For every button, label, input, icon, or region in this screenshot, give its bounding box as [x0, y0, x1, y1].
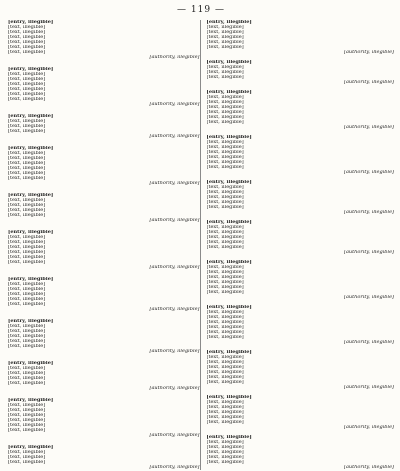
notice-entry — [207, 60, 395, 85]
notice-entry — [207, 350, 395, 390]
notice-text-line: [text, illegible] — [206, 240, 244, 245]
notice-text-line: [text, illegible] — [8, 97, 46, 102]
notice-text-line: [text, illegible] — [206, 75, 244, 80]
notice-heading: [entry, illegible] — [8, 20, 54, 25]
notice-column-left — [8, 20, 201, 470]
notice-authority: [authority, illegible] — [344, 210, 394, 215]
notice-text-line: [text, illegible] — [206, 190, 244, 195]
notice-text-line: [text, illegible] — [8, 171, 46, 176]
notice-text-line: [text, illegible] — [8, 25, 46, 30]
notice-heading: [entry, illegible] — [206, 135, 252, 140]
notice-entry — [8, 146, 200, 186]
notice-entry — [207, 180, 395, 215]
notice-text-line: [text, illegible] — [8, 87, 46, 92]
notice-authority: [authority, illegible] — [344, 295, 394, 300]
notice-entry — [8, 114, 200, 139]
notice-heading: [entry, illegible] — [8, 67, 54, 72]
notice-text-line: [text, illegible] — [206, 410, 244, 415]
notice-text-line: [text, illegible] — [206, 275, 244, 280]
notice-heading: [entry, illegible] — [8, 193, 54, 198]
notice-text-line: [text, illegible] — [206, 160, 244, 165]
notice-entry — [207, 20, 395, 55]
notice-text-line: [text, illegible] — [8, 344, 46, 349]
notice-text-line: [text, illegible] — [8, 151, 46, 156]
notice-text-line: [text, illegible] — [206, 455, 244, 460]
notice-authority: [authority, illegible] — [149, 386, 200, 391]
notice-columns — [8, 20, 394, 470]
notice-authority: [authority, illegible] — [149, 218, 200, 223]
notice-text-line: [text, illegible] — [206, 375, 244, 380]
notice-text-line: [text, illegible] — [206, 25, 244, 30]
notice-text-line: [text, illegible] — [8, 413, 46, 418]
notice-text-line: [text, illegible] — [206, 65, 244, 70]
notice-entry — [207, 435, 395, 470]
notice-text-line: [text, illegible] — [8, 208, 46, 213]
notice-text-line: [text, illegible] — [206, 370, 244, 375]
notice-authority: [authority, illegible] — [149, 433, 200, 438]
notice-text-line: [text, illegible] — [206, 400, 244, 405]
notice-text-line: [text, illegible] — [206, 365, 244, 370]
notice-text-line: [text, illegible] — [8, 176, 46, 181]
notice-text-line: [text, illegible] — [8, 124, 46, 129]
notice-heading: [entry, illegible] — [8, 114, 54, 119]
notice-text-line: [text, illegible] — [206, 310, 244, 315]
notice-entry — [8, 398, 200, 438]
notice-text-line: [text, illegible] — [206, 140, 244, 145]
notice-entry — [8, 20, 200, 60]
notice-text-line: [text, illegible] — [8, 423, 46, 428]
notice-authority: [authority, illegible] — [149, 349, 200, 354]
notice-text-line: [text, illegible] — [206, 185, 244, 190]
notice-authority: [authority, illegible] — [149, 307, 200, 312]
notice-text-line: [text, illegible] — [206, 70, 244, 75]
notice-text-line: [text, illegible] — [206, 460, 244, 465]
notice-authority: [authority, illegible] — [149, 265, 200, 270]
notice-text-line: [text, illegible] — [8, 161, 46, 166]
notice-heading: [entry, illegible] — [206, 90, 252, 95]
notice-heading: [entry, illegible] — [206, 395, 252, 400]
notice-text-line: [text, illegible] — [206, 30, 244, 35]
notice-authority: [authority, illegible] — [344, 80, 394, 85]
notice-text-line: [text, illegible] — [8, 198, 46, 203]
notice-entry — [207, 220, 395, 255]
notice-text-line: [text, illegible] — [206, 315, 244, 320]
notice-heading: [entry, illegible] — [206, 60, 252, 65]
notice-text-line: [text, illegible] — [206, 330, 244, 335]
notice-text-line: [text, illegible] — [206, 155, 244, 160]
notice-text-line: [text, illegible] — [8, 40, 46, 45]
notice-text-line: [text, illegible] — [8, 77, 46, 82]
notice-text-line: [text, illegible] — [206, 45, 244, 50]
notice-text-line: [text, illegible] — [8, 403, 46, 408]
notice-text-line: [text, illegible] — [8, 366, 46, 371]
notice-text-line: [text, illegible] — [206, 270, 244, 275]
notice-text-line: [text, illegible] — [206, 405, 244, 410]
notice-entry — [207, 260, 395, 300]
notice-text-line: [text, illegible] — [8, 166, 46, 171]
notice-text-line: [text, illegible] — [8, 72, 46, 77]
notice-text-line: [text, illegible] — [8, 287, 46, 292]
notice-text-line: [text, illegible] — [206, 360, 244, 365]
notice-text-line: [text, illegible] — [206, 325, 244, 330]
notice-text-line: [text, illegible] — [8, 245, 46, 250]
notice-heading: [entry, illegible] — [206, 220, 252, 225]
notice-text-line: [text, illegible] — [8, 119, 46, 124]
notice-text-line: [text, illegible] — [206, 420, 244, 425]
notice-text-line: [text, illegible] — [8, 255, 46, 260]
notice-text-line: [text, illegible] — [206, 40, 244, 45]
notice-entry — [207, 305, 395, 345]
notice-text-line: [text, illegible] — [206, 200, 244, 205]
notice-heading: [entry, illegible] — [8, 277, 54, 282]
notice-text-line: [text, illegible] — [206, 165, 244, 170]
notice-heading: [entry, illegible] — [206, 305, 252, 310]
notice-text-line: [text, illegible] — [206, 450, 244, 455]
notice-entry — [207, 135, 395, 175]
notice-text-line: [text, illegible] — [8, 428, 46, 433]
notice-authority: [authority, illegible] — [149, 465, 200, 470]
notice-text-line: [text, illegible] — [206, 335, 244, 340]
notice-text-line: [text, illegible] — [8, 45, 46, 50]
notice-text-line: [text, illegible] — [8, 82, 46, 87]
notice-text-line: [text, illegible] — [8, 30, 46, 35]
notice-text-line: [text, illegible] — [206, 380, 244, 385]
notice-column-right — [207, 20, 395, 470]
notice-text-line: [text, illegible] — [8, 418, 46, 423]
notice-text-line: [text, illegible] — [8, 50, 46, 55]
notice-text-line: [text, illegible] — [8, 156, 46, 161]
notice-text-line: [text, illegible] — [206, 150, 244, 155]
notice-heading: [entry, illegible] — [206, 350, 252, 355]
notice-text-line: [text, illegible] — [206, 120, 244, 125]
notice-entry — [8, 67, 200, 107]
notice-authority: [authority, illegible] — [344, 340, 394, 345]
notice-authority: [authority, illegible] — [149, 181, 200, 186]
notice-heading: [entry, illegible] — [8, 319, 54, 324]
notice-text-line: [text, illegible] — [8, 203, 46, 208]
notice-text-line: [text, illegible] — [206, 230, 244, 235]
notice-heading: [entry, illegible] — [206, 260, 252, 265]
notice-text-line: [text, illegible] — [206, 320, 244, 325]
notice-text-line: [text, illegible] — [206, 35, 244, 40]
notice-text-line: [text, illegible] — [206, 280, 244, 285]
notice-authority: [authority, illegible] — [344, 250, 394, 255]
notice-heading: [entry, illegible] — [206, 180, 252, 185]
notice-text-line: [text, illegible] — [8, 292, 46, 297]
notice-entry — [8, 193, 200, 223]
notice-text-line: [text, illegible] — [8, 297, 46, 302]
notice-text-line: [text, illegible] — [8, 381, 46, 386]
notice-text-line: [text, illegible] — [206, 290, 244, 295]
notice-text-line: [text, illegible] — [8, 460, 46, 465]
notice-text-line: [text, illegible] — [8, 302, 46, 307]
notice-entry — [207, 395, 395, 430]
notice-text-line: [text, illegible] — [8, 408, 46, 413]
page-number: — 119 — — [177, 5, 225, 15]
notice-text-line: [text, illegible] — [8, 35, 46, 40]
notice-text-line: [text, illegible] — [8, 213, 46, 218]
notice-text-line: [text, illegible] — [206, 225, 244, 230]
notice-authority: [authority, illegible] — [344, 170, 394, 175]
notice-text-line: [text, illegible] — [206, 440, 244, 445]
notice-text-line: [text, illegible] — [206, 110, 244, 115]
notice-authority: [authority, illegible] — [149, 55, 200, 60]
notice-authority: [authority, illegible] — [344, 385, 394, 390]
notice-text-line: [text, illegible] — [206, 445, 244, 450]
notice-entry — [8, 230, 200, 270]
notice-authority: [authority, illegible] — [344, 50, 394, 55]
notice-heading: [entry, illegible] — [206, 20, 252, 25]
notice-heading: [entry, illegible] — [8, 445, 54, 450]
notice-text-line: [text, illegible] — [206, 145, 244, 150]
notice-heading: [entry, illegible] — [8, 146, 54, 151]
notice-entry — [8, 445, 200, 470]
notice-text-line: [text, illegible] — [206, 245, 244, 250]
notice-text-line: [text, illegible] — [206, 285, 244, 290]
notice-text-line: [text, illegible] — [206, 235, 244, 240]
notice-entry — [8, 277, 200, 312]
notice-text-line: [text, illegible] — [206, 115, 244, 120]
notice-authority: [authority, illegible] — [344, 125, 394, 130]
notice-authority: [authority, illegible] — [344, 465, 394, 470]
notice-text-line: [text, illegible] — [8, 334, 46, 339]
notice-entry — [207, 90, 395, 130]
notice-authority: [authority, illegible] — [149, 102, 200, 107]
notice-text-line: [text, illegible] — [8, 329, 46, 334]
notice-text-line: [text, illegible] — [8, 450, 46, 455]
notice-text-line: [text, illegible] — [206, 105, 244, 110]
notice-text-line: [text, illegible] — [8, 282, 46, 287]
notice-text-line: [text, illegible] — [206, 95, 244, 100]
notice-text-line: [text, illegible] — [8, 339, 46, 344]
notice-text-line: [text, illegible] — [8, 240, 46, 245]
notice-text-line: [text, illegible] — [8, 92, 46, 97]
notice-text-line: [text, illegible] — [8, 235, 46, 240]
notice-heading: [entry, illegible] — [8, 398, 54, 403]
notice-authority: [authority, illegible] — [344, 425, 394, 430]
notice-text-line: [text, illegible] — [8, 129, 46, 134]
notice-text-line: [text, illegible] — [8, 455, 46, 460]
notice-authority: [authority, illegible] — [149, 134, 200, 139]
notice-text-line: [text, illegible] — [206, 100, 244, 105]
notice-heading: [entry, illegible] — [8, 230, 54, 235]
notice-heading: [entry, illegible] — [8, 361, 54, 366]
notice-text-line: [text, illegible] — [8, 250, 46, 255]
notice-text-line: [text, illegible] — [8, 260, 46, 265]
notice-text-line: [text, illegible] — [8, 324, 46, 329]
notice-text-line: [text, illegible] — [206, 415, 244, 420]
notice-text-line: [text, illegible] — [206, 355, 244, 360]
notice-entry — [8, 361, 200, 391]
notice-text-line: [text, illegible] — [206, 195, 244, 200]
notice-text-line: [text, illegible] — [206, 205, 244, 210]
notice-entry — [8, 319, 200, 354]
notice-heading: [entry, illegible] — [206, 435, 252, 440]
notice-text-line: [text, illegible] — [8, 371, 46, 376]
notice-text-line: [text, illegible] — [206, 265, 244, 270]
notice-text-line: [text, illegible] — [8, 376, 46, 381]
